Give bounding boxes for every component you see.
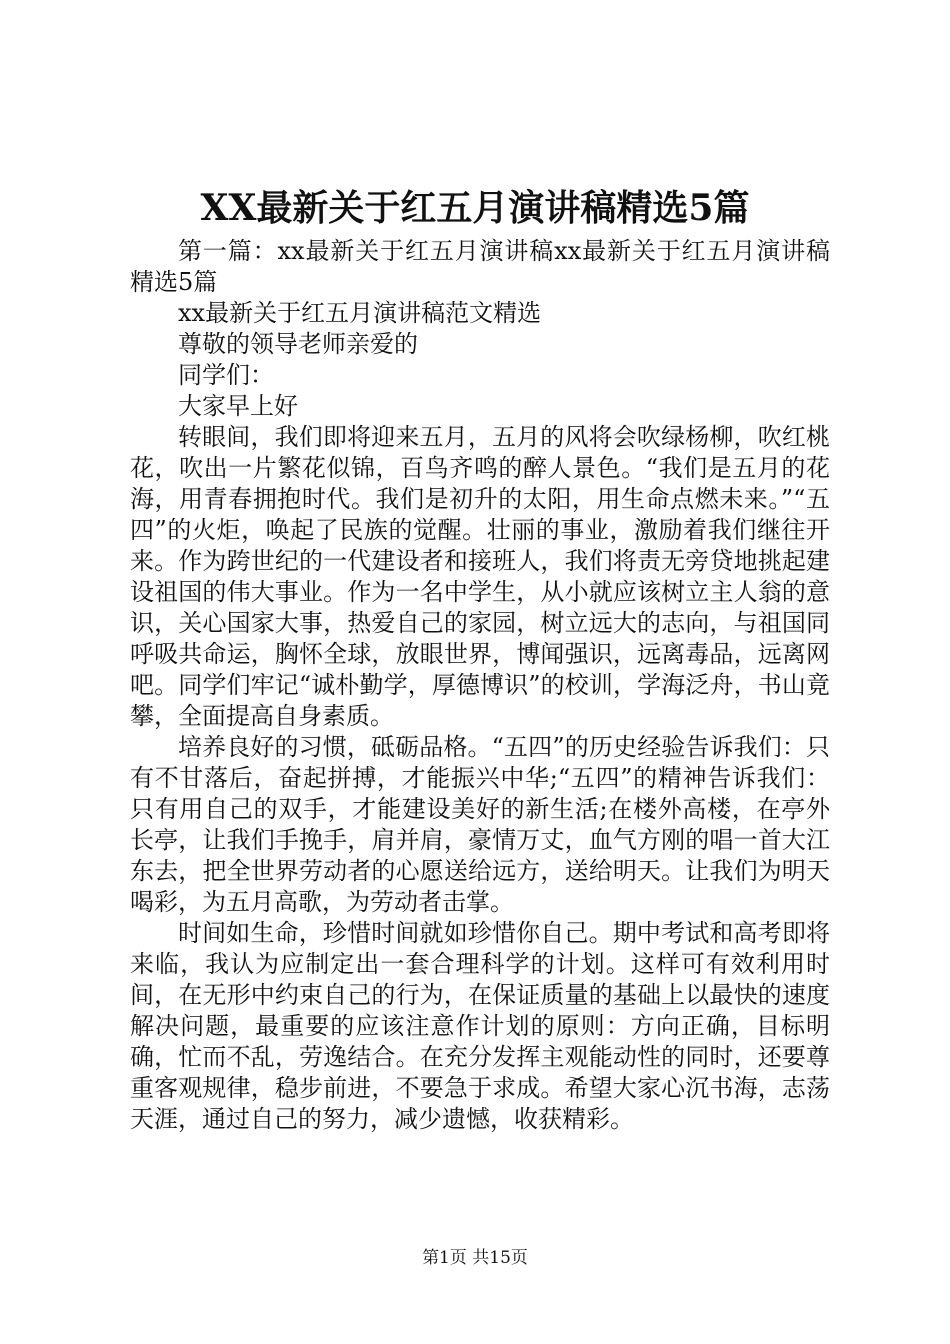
paragraph-body-2: 培养良好的习惯，砥砺品格。“五四”的历史经验告诉我们：只有不甘落后，奋起拼搏，才能振兴中华;“五四”的精神告诉我们：只有用自己的双手，才能建设美好的新生活;在楼外高楼，在亭外长亭，让我们手挽手，肩并肩，豪情万丈，血气方刚的唱一首大江东去，把全世界劳动者的心愿送给远方，送给明天。让我们为明天喝彩，为五月高歌，为劳动者击掌。 (130, 733, 830, 916)
page-footer: 第1页 共15页 (422, 1248, 528, 1268)
paragraph-heading: 第一篇：xx最新关于红五月演讲稿xx最新关于红五月演讲稿精选5篇 (130, 237, 830, 296)
paragraph-subtitle: xx最新关于红五月演讲稿范文精选 (178, 299, 542, 327)
paragraph-salutation-1: 尊敬的领导老师亲爱的 (178, 330, 418, 358)
document-body (130, 236, 830, 1135)
document-title: XX最新关于红五月演讲稿精选5篇 (200, 187, 750, 229)
paragraph-greeting: 大家早上好 (178, 392, 298, 420)
paragraph-salutation-2: 同学们： (178, 361, 274, 389)
paragraph-body-3: 时间如生命，珍惜时间就如珍惜你自己。期中考试和高考即将来临，我认为应制定出一套合理科学的计划。这样可有效利用时间，在无形中约束自己的行为，在保证质量的基础上以最快的速度解决问题，最重要的应该注意作计划的原则：方向正确，目标明确，忙而不乱，劳逸结合。在充分发挥主观能动性的同时，还要尊重客观规律，稳步前进，不要急于求成。希望大家心沉书海，志荡天涯，通过自己的努力，减少遗憾，收获精彩。 (130, 919, 830, 1133)
paragraph-body-1: 转眼间，我们即将迎来五月，五月的风将会吹绿杨柳，吹红桃花，吹出一片繁花似锦，百鸟齐鸣的醉人景色。“我们是五月的花海，用青春拥抱时代。我们是初升的太阳，用生命点燃未来。”“五四”的火炬，唤起了民族的觉醒。壮丽的事业，激励着我们继往开来。作为跨世纪的一代建设者和接班人，我们将责无旁贷地挑起建设祖国的伟大事业。作为一名中学生，从小就应该树立主人翁的意识，关心国家大事，热爱自己的家园，树立远大的志向，与祖国同呼吸共命运，胸怀全球，放眼世界，博闻强识，远离毒品，远离网吧。同学们牢记“诚朴勤学，厚德博识”的校训，学海泛舟，书山竟攀，全面提高自身素质。 (130, 423, 830, 730)
